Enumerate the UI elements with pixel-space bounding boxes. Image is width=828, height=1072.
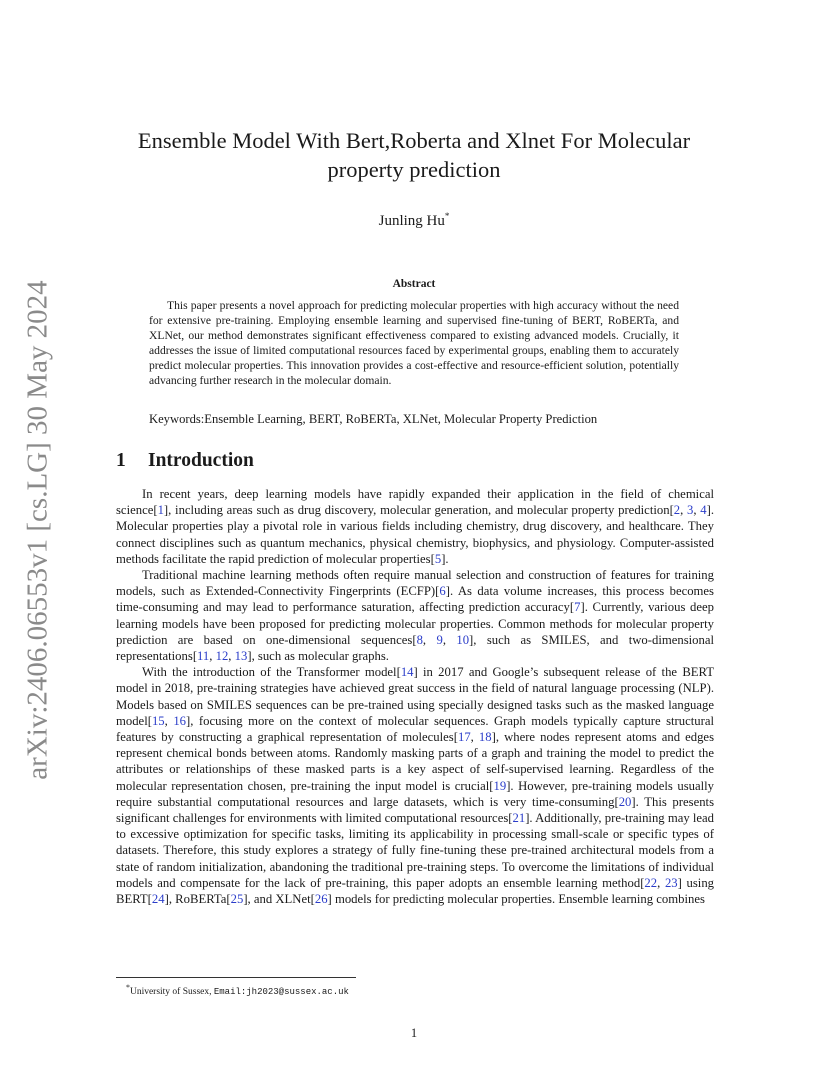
citation-link[interactable]: 24 [151,892,165,907]
paragraph-text: Traditional machine learning methods often require manual selection and construction of features for training models, such as Extended-Connectivity Fingerprints (ECFP) [116,568,714,599]
paragraph-text: , [657,875,665,890]
citation-link[interactable]: 18 [478,730,492,745]
page-number: 1 [410,1026,418,1040]
citation-link[interactable]: 22 [644,875,658,890]
arxiv-identifier-stamp: arXiv:2406.06553v1 [cs.LG] 30 May 2024 [21,280,54,780]
paragraph-text: ] [441,551,446,566]
paragraph-text: [ [640,875,645,890]
paragraph-text: . As data volume increases, this process becomes time-consuming and may lead to performance saturation, affecting prediction accuracy [116,584,714,615]
citation-link[interactable]: 19 [493,778,507,793]
paragraph-text: [ [489,778,494,793]
citation-link[interactable]: 12 [215,649,229,664]
paragraph-text: [ [569,600,575,615]
citation-link[interactable]: 6 [439,584,446,599]
paragraph-text: ] [164,892,169,907]
paragraph-text: models for predicting molecular properties. Ensemble learning combines [331,892,705,907]
paragraph-text: , where nodes represent atoms and edges represent chemical bonds between atoms. Randomly masking parts of a graph and training the model to predict the attributes or relationships of these masked parts is a key aspect of self-supervised learning. Regardless of the molecular representation chosen, pre-training the input model is crucial [116,730,715,793]
paragraph [116,567,714,664]
footnote-marker: * [126,983,130,992]
section-title: Introduction [148,450,254,471]
paragraph-text: With the introduction of the Transformer model [142,665,397,680]
paragraph-text: ] [413,665,418,680]
abstract-heading: Abstract [392,278,436,290]
paragraph-text: . Molecular properties play a pivotal role in various fields including chemistry, drug discovery, and healthcare. They connect disciplines such as quantum mechanics, physical chemistry, biophysics, and physiology. Computer-assisted methods facilitate the rapid prediction of molecular properties [116,503,715,566]
citation-link[interactable]: 10 [456,632,470,647]
citation-link[interactable]: 20 [618,794,632,809]
section-heading [116,450,254,472]
paragraph-text: . This presents significant challenges for environments with limited computational resources [116,794,715,826]
paragraph-text: [ [614,794,619,809]
paragraph-text: [ [147,892,152,907]
citation-link[interactable]: 8 [416,632,423,647]
footnote [126,983,349,997]
citation-link[interactable]: 7 [574,600,581,615]
citation-link[interactable]: 4 [700,503,707,518]
paragraph-text: in 2017 and Google’s subsequent release of the BERT model in 2018, pre-training strategies have achieved great success in the field of natural language processing (NLP). Models based on SMILES sequences can be pre-trained using specially designed tasks such as the masked language model [116,665,714,728]
paragraph-text: , [422,632,437,647]
paragraph-text: ] [247,649,252,664]
paragraph-text: , [470,730,479,745]
author-name: Junling Hu [378,213,445,229]
footnote-rule [116,977,356,978]
paragraph-text: ] [677,875,682,890]
abstract-text: This paper presents a novel approach for predicting molecular properties with high accuracy without the need for extensive pre-training. Employing ensemble learning and supervised fine-tuning of BERT, RoBERTa, and XLNet, our method demonstrates significant effectiveness compared to existing advanced models. Crucially, it addresses the issue of limited computational resources faced by experimental groups, enabling them to accurately predict molecular properties. This innovation provides a cost-effective and resource-efficient solution, potentially advancing further research in the molecular domain. [149,299,679,388]
paragraph-text: ] [631,794,636,809]
paragraph-text: [ [435,584,440,599]
citation-link[interactable]: 15 [151,713,165,728]
paragraph-text: . However, pre-training models usually require substantial computational resources and large datasets, which is very time-consuming [116,778,714,809]
citation-link[interactable]: 16 [173,713,186,728]
paragraph-text: , [164,713,174,728]
paragraph-text: ] [706,503,711,518]
citation-link[interactable]: 2 [673,503,681,518]
paragraph-text: [ [192,649,198,664]
paragraph-text: , [693,503,701,518]
paragraph-text: ] [580,600,585,615]
footnote-affiliation: University of Sussex, [129,987,214,998]
paragraph-text: . Additionally, pre-training may lead to excessive optimization for specific tasks, limiting its applicability in processing small-scale or specific types of datasets. Therefore, this study explores a strategy of fully fine-tuning these pre-trained architectural models from a state of random initialization, abandoning the traditional pre-training steps. To overcome the limitations of individual models and compensate for the lack of pre-training, this paper adopts an ensemble learning method [116,811,714,890]
paragraph-text: [ [508,811,513,826]
author-line [0,211,828,230]
paragraph-text: ] [327,892,332,907]
paragraph-text: [ [310,892,315,907]
paragraph-text: [ [453,730,458,745]
paragraph-text: [ [396,665,401,680]
paragraph-text: ] [506,778,511,793]
paragraph-text: ] [469,632,474,647]
paragraph-text: [ [153,503,158,518]
section-number: 1 [116,450,126,471]
citation-link[interactable]: 26 [314,892,328,907]
paragraph-text: , [209,649,216,664]
footnote-email-label: Email: [213,987,247,998]
citation-link[interactable]: 14 [400,665,414,680]
author-footnote-marker[interactable]: * [444,211,450,221]
paragraph-text: . Currently, various deep learning models have been proposed for predicting molecular properties. Common methods for molecular property prediction are based on one-dimensional sequences [116,600,714,647]
paragraph-text: . [445,551,449,566]
paragraph-text: [ [430,551,435,566]
citation-link[interactable]: 25 [230,892,244,907]
footnote-email[interactable]: jh2023@sussex.ac.uk [246,987,349,998]
paragraph-text: ] [491,730,496,745]
paragraph-text: [ [669,503,674,518]
paragraph-text: , including areas such as drug discovery, molecular generation, and molecular property prediction [168,503,670,518]
paragraph-text: ] [525,811,530,826]
paragraph-text: ] [243,892,248,907]
paragraph-text: , such as molecular graphs. [251,649,389,664]
paragraph-text: ] [445,584,450,599]
paragraph-text: , such as SMILES, and two-dimensional representations [116,632,715,664]
paragraph [116,664,714,907]
citation-link[interactable]: 17 [457,730,471,745]
citation-link[interactable]: 13 [234,649,248,664]
paragraph-text: , RoBERTa [168,892,227,907]
paragraph-text: [ [412,632,417,647]
citation-link[interactable]: 23 [664,875,678,890]
paragraph-text: [ [226,892,231,907]
citation-link[interactable]: 21 [512,811,526,826]
paragraph-text: , [228,649,235,664]
paragraph-text: using BERT [116,875,715,907]
paragraph-text: , and XLNet [247,892,311,907]
paragraph-text: [ [147,713,152,728]
paragraph-text: , [680,503,688,518]
paragraph [116,486,714,567]
citation-link[interactable]: 1 [157,503,164,518]
paragraph-text: , focusing more on the context of molecular sequences. Graph models typically capture structural features by constructing a graphical representation of molecules [116,713,715,745]
citation-link[interactable]: 5 [434,551,442,566]
citation-link[interactable]: 9 [436,632,443,647]
paragraph-text: , [442,632,457,647]
introduction-body [116,486,714,907]
paragraph-text: ] [163,503,169,518]
paragraph-text: In recent years, deep learning models have rapidly expanded their application in the field of chemical science [116,487,714,518]
paper-title: Ensemble Model With Bert,Roberta and Xlnet For Molecular property prediction [137,128,691,182]
keywords-line: Keywords:Ensemble Learning, BERT, RoBERTa, XLNet, Molecular Property Prediction [149,412,598,426]
citation-link[interactable]: 11 [197,649,210,664]
paragraph-text: ] [186,713,191,728]
citation-link[interactable]: 3 [687,503,694,518]
